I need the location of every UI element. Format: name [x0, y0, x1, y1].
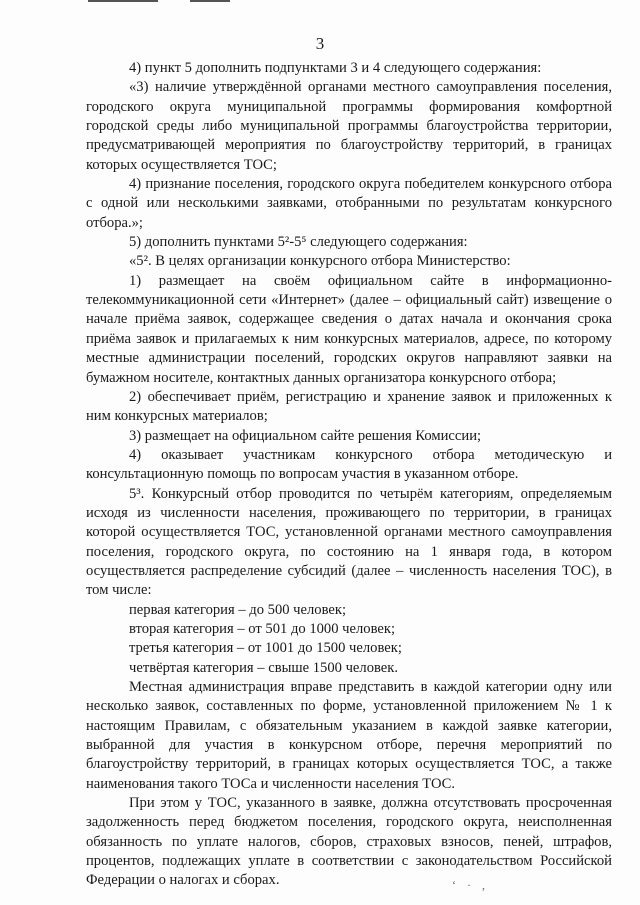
scan-artifact	[190, 0, 230, 2]
paragraph: 4) признание поселения, городского округа победителем конкурсного отбора с одной или несколькими заявками, отобранными по результатам конкурсного отбора.»;	[86, 176, 612, 231]
paragraph: «5². В целях организации конкурсного отбора Министерство:	[129, 253, 511, 270]
paragraph: 3) размещает на официальном сайте решения Комиссии;	[129, 427, 482, 444]
paragraph: 4) пункт 5 дополнить подпунктами 3 и 4 следующего содержания:	[129, 60, 542, 76]
category-item: первая категория – до 500 человек;	[129, 601, 347, 618]
paragraph: При этом у ТОС, указанного в заявке, должна отсутствовать просроченная задолженность перед бюджетом поселения, городского округа, неисполненная обязанность по уплате налогов, сборов, страховых взносов, пеней, штрафов, процентов, подлежащих уплате в соответствии с законодательством Российской Федерации о налогах и сборах.	[86, 795, 612, 889]
category-item: третья категория – от 1001 до 1500 человек;	[129, 640, 402, 657]
paragraph: 5³. Конкурсный отбор проводится по четырём категориям, определяемым исходя из численности населения, проживающего по территории, в границах которой осуществляется ТОС, установленной органами местного самоуправления поселения, городского округа, по состоянию на 1 января года, в котором осуществляется распределение субсидий (далее – численность населения ТОС), в том числе:	[86, 485, 612, 599]
scan-artifact	[88, 0, 158, 2]
paragraph: 5) дополнить пунктами 5²-5⁵ следующего содержания:	[129, 234, 468, 251]
scan-artifact: ʻ · ,	[452, 878, 489, 892]
category-item: четвёртая категория – свыше 1500 человек.	[129, 659, 399, 676]
category-item: вторая категория – от 501 до 1000 человек;	[129, 620, 396, 637]
paragraph: Местная администрация вправе представить в каждой категории одну или несколько заявок, составленных по форме, установленной приложением № 1 к настоящим Правилам, с обязательным указанием в каждой заявке категории, выбранной для участия в конкурсном отборе, перечня мероприятий по благоустройству территорий, в границах которых осуществляется ТОС, а также наименования такого ТОСа и численности населения ТОС.	[86, 679, 612, 792]
paragraph: «3) наличие утверждённой органами местного самоуправления поселения, городского округа муниципальной программы формирования комфортной городской среды либо муниципальной программы благоустройства территории, предусматривающей мероприятия по благоустройству территорий, в границах которых осуществляется ТОС;	[86, 79, 612, 173]
paragraph: 1) размещает на своём официальном сайте в информационно-телекоммуникационной сети «Интернет» (далее – официальный сайт) извещение о начале приёма заявок, содержащее сведения о датах начала и окончания срока приёма заявок и прилагаемых к ним конкурсных материалов, адресе, по которому местные администрации поселений, городских округов направляют заявки на бумажном носителе, контактных данных организатора конкурсного отбора;	[86, 272, 612, 386]
paragraph: 2) обеспечивает приём, регистрацию и хранение заявок и приложенных к ним конкурсных материалов;	[86, 388, 612, 425]
paragraph: 4) оказывает участникам конкурсного отбора методическую и консультационную помощь по вопросам участия в указанном отборе.	[86, 446, 612, 483]
page-number: 3	[315, 34, 325, 53]
document-body	[86, 59, 612, 891]
